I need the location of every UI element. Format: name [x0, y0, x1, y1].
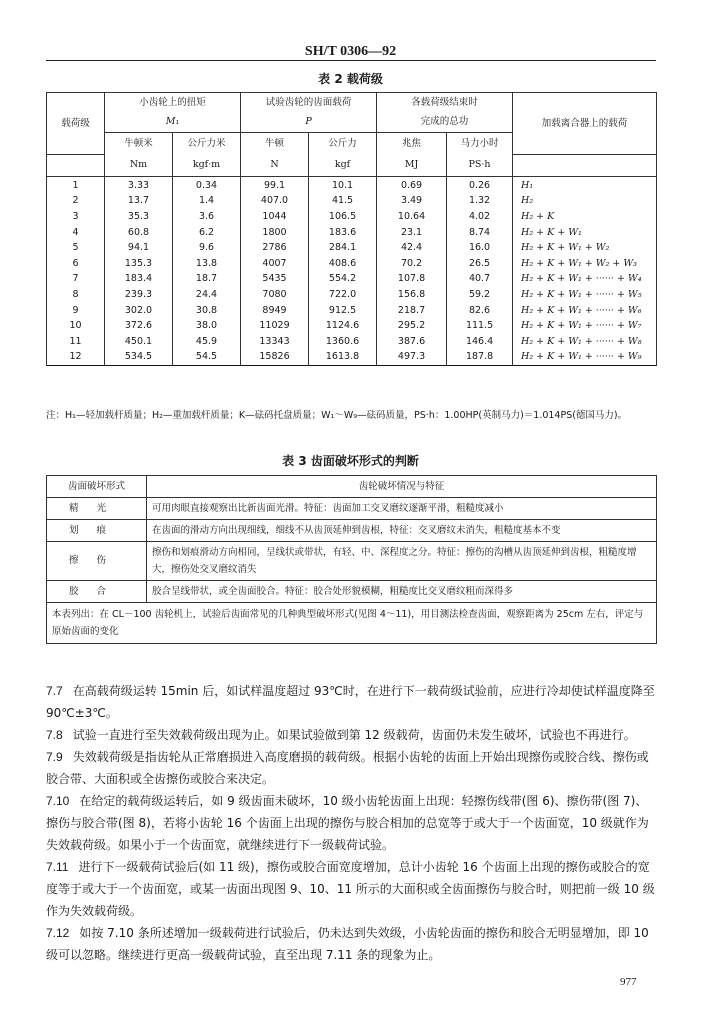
cell-mj: 107.8 — [377, 272, 447, 288]
cell-mj: 218.7 — [377, 303, 447, 319]
cell-psh: 4.02 — [447, 209, 513, 225]
table-row — [47, 287, 657, 303]
cell-mj: 10.64 — [377, 209, 447, 225]
cell-nm: 450.1 — [105, 334, 173, 350]
cell-form: 精光 — [47, 498, 147, 520]
cell-kgfm: 18.7 — [173, 272, 241, 288]
cell-mj: 42.4 — [377, 240, 447, 256]
cell-mj: 387.6 — [377, 334, 447, 350]
table-row — [47, 303, 657, 319]
cell-kgfm: 6.2 — [173, 225, 241, 241]
table-row — [47, 350, 657, 366]
cell-kgf: 722.0 — [309, 287, 377, 303]
cell-psh: 1.32 — [447, 194, 513, 210]
cell-n: 5435 — [241, 272, 309, 288]
head-kgf-unit: kgf — [309, 155, 377, 177]
table-row — [47, 334, 657, 350]
table-row — [47, 581, 657, 603]
cell-combo: H₂ + K + W₁ + W₂ — [513, 240, 657, 256]
table-row — [47, 209, 657, 225]
clause-text: 在给定的载荷级运转后，如 9 级齿面未破坏，10 级小齿轮齿面上出现：轻擦伤线带(图 6)、擦伤带(图 7)、擦伤与胶合带(图 8)，若将小齿轮 16 个齿面上出现的擦伤与胶合相加的总宽等于或大于一个齿面宽，10 级就作为失效载荷级。如果小于一个齿面宽，就继续进行下一级载荷试验。 — [46, 794, 649, 852]
cell-combo: H₂ + K + W₁ — [513, 225, 657, 241]
cell-nm: 135.3 — [105, 256, 173, 272]
head-psh-unit: PS·h — [447, 155, 513, 177]
clause-number: 7.12 — [46, 926, 70, 940]
cell-mj: 70.2 — [377, 256, 447, 272]
cell-combo: H₂ — [513, 194, 657, 210]
table-row — [47, 542, 657, 581]
head-kgf-name: 公斤力 — [309, 133, 377, 155]
cell-n: 8949 — [241, 303, 309, 319]
paragraph-7-9 — [46, 746, 656, 790]
cell-psh: 26.5 — [447, 256, 513, 272]
cell-desc: 在齿面的滑动方向出现细线，细线不从齿顶延伸到齿根，特征：交叉磨纹未消失，粗糙度基本不变 — [147, 520, 657, 542]
body-text — [46, 680, 656, 966]
cell-psh: 0.26 — [447, 177, 513, 194]
table3-caption: 表 3 齿面破坏形式的判断 — [282, 454, 419, 468]
head-combination: 加载离合器上的载荷 — [513, 93, 657, 155]
cell-stage: 8 — [47, 287, 105, 303]
cell-nm: 3.33 — [105, 177, 173, 194]
cell-kgf: 1360.6 — [309, 334, 377, 350]
paragraph-7-10 — [46, 790, 656, 856]
table-row — [47, 256, 657, 272]
load-stage-table — [46, 92, 657, 366]
cell-combo: H₁ — [513, 177, 657, 194]
cell-stage: 9 — [47, 303, 105, 319]
cell-kgf: 10.1 — [309, 177, 377, 194]
clause-number: 7.7 — [46, 684, 63, 698]
table-row — [47, 318, 657, 334]
cell-stage: 12 — [47, 350, 105, 366]
table-row — [47, 194, 657, 210]
cell-psh: 40.7 — [447, 272, 513, 288]
cell-nm: 13.7 — [105, 194, 173, 210]
cell-kgf: 408.6 — [309, 256, 377, 272]
cell-kgf: 106.5 — [309, 209, 377, 225]
head-form: 齿面破坏形式 — [47, 476, 147, 498]
cell-kgf: 183.6 — [309, 225, 377, 241]
table-row — [47, 272, 657, 288]
cell-combo: H₂ + K + W₁ + ······ + W₉ — [513, 350, 657, 366]
cell-kgfm: 9.6 — [173, 240, 241, 256]
cell-n: 15826 — [241, 350, 309, 366]
cell-psh: 8.74 — [447, 225, 513, 241]
table-row — [47, 240, 657, 256]
cell-mj: 156.8 — [377, 287, 447, 303]
cell-n: 407.0 — [241, 194, 309, 210]
clause-text: 进行下一级载荷试验后(如 11 级)，擦伤或胶合面宽度增加，总计小齿轮 16 个齿面上出现的擦伤或胶合的宽度等于或大于一个齿面宽，或某一齿面出现图 9、10、11 所示的大面积或全齿面擦伤与胶合时，则把前一级 10 级作为失效载荷级。 — [46, 860, 655, 918]
clause-text: 在高载荷级运转 15min 后，如试样温度超过 93℃时，在进行下一载荷级试验前，应进行冷却使试样温度降至 90℃±3℃。 — [46, 684, 655, 720]
cell-kgfm: 24.4 — [173, 287, 241, 303]
head-load-title: 试验齿轮的齿面载荷 — [241, 93, 377, 113]
table3-footnote: 本表列出：在 CL－100 齿轮机上，试验后齿面常见的几种典型破坏形式(见图 4～11)，用目测法检查齿面，观察距离为 25cm 左右，评定与原始齿面的变化 — [47, 603, 657, 644]
clause-text: 试验一直进行至失效载荷级出现为止。如果试验做到第 12 级载荷，齿面仍未发生破坏，试验也不再进行。 — [72, 728, 636, 742]
head-combo-blank — [513, 155, 657, 177]
head-mj-name: 兆焦 — [377, 133, 447, 155]
standard-code-header: SH/T 0306—92 — [304, 44, 397, 59]
clause-number: 7.10 — [46, 794, 70, 808]
head-desc: 齿轮破坏情况与特征 — [147, 476, 657, 498]
head-kgfm-name: 公斤力米 — [173, 133, 241, 155]
clause-text: 失效载荷级是指齿轮从正常磨损进入高度磨损的载荷级。根据小齿轮的齿面上开始出现擦伤或胶合线、擦伤或胶合带、大面积或全齿擦伤或胶合来决定。 — [46, 750, 649, 786]
cell-n: 13343 — [241, 334, 309, 350]
head-load-symbol: P — [241, 113, 377, 133]
clause-number: 7.9 — [46, 750, 63, 764]
head-kgfm-unit: kgf·m — [173, 155, 241, 177]
cell-psh: 111.5 — [447, 318, 513, 334]
cell-nm: 35.3 — [105, 209, 173, 225]
cell-psh: 82.6 — [447, 303, 513, 319]
cell-stage: 1 — [47, 177, 105, 194]
cell-n: 99.1 — [241, 177, 309, 194]
cell-stage: 7 — [47, 272, 105, 288]
clause-number: 7.11 — [46, 860, 69, 874]
cell-combo: H₂ + K — [513, 209, 657, 225]
cell-mj: 295.2 — [377, 318, 447, 334]
cell-n: 1044 — [241, 209, 309, 225]
cell-kgfm: 30.8 — [173, 303, 241, 319]
cell-stage: 6 — [47, 256, 105, 272]
cell-kgf: 41.5 — [309, 194, 377, 210]
cell-stage: 4 — [47, 225, 105, 241]
cell-mj: 0.69 — [377, 177, 447, 194]
cell-desc: 擦伤和划痕滑动方向相同，呈线状或带状，有轻、中、深程度之分。特征：擦伤的沟槽从齿顶延伸到齿根，粗糙度增大，擦伤处交叉磨纹消失 — [147, 542, 657, 581]
cell-kgfm: 3.6 — [173, 209, 241, 225]
head-psh-name: 马力小时 — [447, 133, 513, 155]
cell-mj: 3.49 — [377, 194, 447, 210]
cell-nm: 302.0 — [105, 303, 173, 319]
paragraph-7-12 — [46, 922, 656, 966]
head-n-unit: N — [241, 155, 309, 177]
page-number: 977 — [620, 976, 637, 988]
cell-n: 4007 — [241, 256, 309, 272]
cell-stage: 10 — [47, 318, 105, 334]
cell-psh: 146.4 — [447, 334, 513, 350]
table-row — [47, 225, 657, 241]
cell-psh: 16.0 — [447, 240, 513, 256]
cell-kgfm: 38.0 — [173, 318, 241, 334]
cell-kgfm: 54.5 — [173, 350, 241, 366]
cell-kgfm: 0.34 — [173, 177, 241, 194]
cell-combo: H₂ + K + W₁ + ······ + W₅ — [513, 287, 657, 303]
table2-note: 注：H₁—轻加载杆质量；H₂—重加载杆质量；K—砝码托盘质量；W₁～W₉—砝码质量，PS·h：1.00HP(英制马力)＝1.014PS(德国马力)。 — [46, 410, 628, 421]
cell-combo: H₂ + K + W₁ + ······ + W₈ — [513, 334, 657, 350]
table-row — [47, 177, 657, 194]
head-stage-blank — [47, 155, 105, 177]
head-torque-title: 小齿轮上的扭矩 — [105, 93, 241, 113]
table2-caption: 表 2 载荷级 — [318, 72, 383, 86]
cell-kgf: 1613.8 — [309, 350, 377, 366]
cell-mj: 497.3 — [377, 350, 447, 366]
head-work-title-1: 各载荷级结束时 — [377, 93, 513, 113]
cell-form: 划痕 — [47, 520, 147, 542]
cell-nm: 372.6 — [105, 318, 173, 334]
cell-n: 7080 — [241, 287, 309, 303]
clause-text: 如按 7.10 条所述增加一级载荷进行试验后，仍未达到失效级，小齿轮齿面的擦伤和胶合无明显增加，即 10 级可以忽略。继续进行更高一级载荷试验，直至出现 7.11 条的现象为止。 — [46, 926, 649, 962]
head-nm-name: 牛顿米 — [105, 133, 173, 155]
cell-stage: 3 — [47, 209, 105, 225]
cell-nm: 60.8 — [105, 225, 173, 241]
header-rule — [46, 60, 656, 61]
cell-n: 1800 — [241, 225, 309, 241]
paragraph-7-11 — [46, 856, 656, 922]
head-stage: 载荷级 — [47, 93, 105, 155]
cell-psh: 59.2 — [447, 287, 513, 303]
cell-stage: 2 — [47, 194, 105, 210]
head-torque-symbol: M₁ — [105, 113, 241, 133]
cell-combo: H₂ + K + W₁ + ······ + W₄ — [513, 272, 657, 288]
cell-psh: 187.8 — [447, 350, 513, 366]
paragraph-7-8 — [46, 724, 656, 746]
cell-combo: H₂ + K + W₁ + W₂ + W₃ — [513, 256, 657, 272]
cell-nm: 239.3 — [105, 287, 173, 303]
cell-nm: 534.5 — [105, 350, 173, 366]
cell-kgf: 1124.6 — [309, 318, 377, 334]
cell-mj: 23.1 — [377, 225, 447, 241]
table-row — [47, 498, 657, 520]
cell-kgfm: 1.4 — [173, 194, 241, 210]
cell-combo: H₂ + K + W₁ + ······ + W₇ — [513, 318, 657, 334]
cell-form: 擦伤 — [47, 542, 147, 581]
head-mj-unit: MJ — [377, 155, 447, 177]
cell-combo: H₂ + K + W₁ + ······ + W₆ — [513, 303, 657, 319]
clause-number: 7.8 — [46, 728, 63, 742]
cell-desc: 可用肉眼直接观察出比新齿面光滑。特征：齿面加工交叉磨纹逐渐平滑，粗糙度减小 — [147, 498, 657, 520]
cell-n: 11029 — [241, 318, 309, 334]
cell-kgf: 912.5 — [309, 303, 377, 319]
cell-form: 胶合 — [47, 581, 147, 603]
cell-nm: 183.4 — [105, 272, 173, 288]
paragraph-7-7 — [46, 680, 656, 724]
head-work-title-2: 完成的总功 — [377, 113, 513, 133]
damage-form-table — [46, 475, 657, 644]
head-n-name: 牛顿 — [241, 133, 309, 155]
cell-kgf: 554.2 — [309, 272, 377, 288]
cell-n: 2786 — [241, 240, 309, 256]
cell-desc: 胶合呈线带状，或全齿面胶合。特征：胶合处形貌模糊，粗糙度比交叉磨纹粗而深得多 — [147, 581, 657, 603]
cell-nm: 94.1 — [105, 240, 173, 256]
cell-kgf: 284.1 — [309, 240, 377, 256]
cell-stage: 5 — [47, 240, 105, 256]
cell-stage: 11 — [47, 334, 105, 350]
head-nm-unit: Nm — [105, 155, 173, 177]
cell-kgfm: 13.8 — [173, 256, 241, 272]
cell-kgfm: 45.9 — [173, 334, 241, 350]
table-row — [47, 520, 657, 542]
